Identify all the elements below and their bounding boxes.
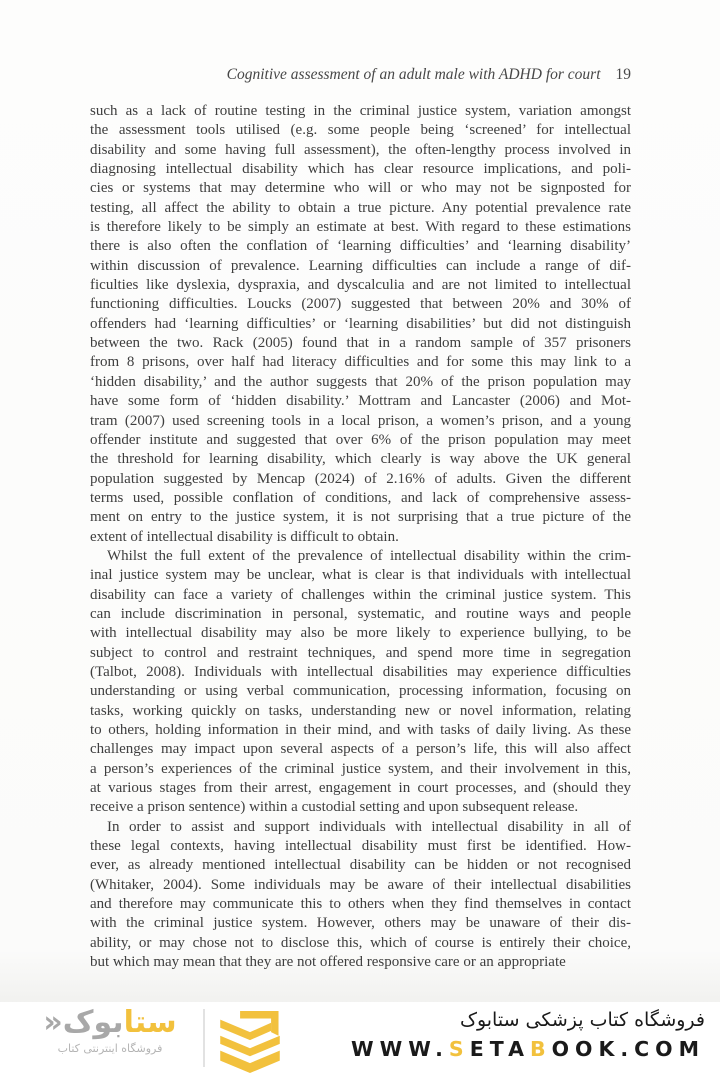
text-line: functioning difficulties. Loucks (2007) suggested that between 20% and 30% of [90,296,631,313]
wordmark-segment: « [43,1005,63,1040]
logo-tagline: فروشگاه اینترنتی کتاب [57,1041,163,1055]
text-line: offender institute and suggested that over 6% of the prison population may meet [90,431,631,448]
text-line: receive a prison sentence) within a custodial setting and upon subsequent release. [90,799,579,816]
text-line: between the two. Rack (2005) found that in a random sample of 357 prisoners [90,335,631,352]
text-line: with the criminal justice system. However, others may be unaware of their dis- [90,915,631,932]
site-url-segment: WWW. [350,1036,449,1061]
footer-watermark [0,1002,720,1080]
store-name: فروشگاه کتاب پزشکی ستابوک [459,1009,705,1031]
text-line: extent of intellectual disability is difficult to obtain. [90,528,399,545]
footer-divider [203,1009,205,1067]
text-line: ment on entry to the justice system, it is not surprising that a true picture of the [90,509,631,526]
site-url-segment: OOK.COM [551,1036,705,1061]
text-line: with intellectual disability may also be more likely to experience bullying, to be [90,625,631,642]
text-line: diagnosing intellectual disability which has clear resource implications, and poli- [90,161,631,178]
text-line: cies or systems that may determine who will or who may not be signposted for [90,180,631,197]
text-line: testing, all affect the ability to obtain a true picture. Any potential prevalence rate [90,199,631,216]
text-line: within discussion of prevalence. Learning difficulties can include a range of dif- [90,257,631,274]
text-line: disability and some having full assessment), the often-lengthy process involved in [90,141,631,158]
text-line: at various stages from their arrest, engagement in court processes, and (should they [90,780,631,797]
text-line: tasks, working quickly on tasks, understanding new or novel information, relating [90,702,631,719]
text-line: challenges may impact upon several aspects of a person’s life, this will also affect [90,741,631,758]
text-line: the assessment tools utilised (e.g. some people being ‘screened’ for intellectual [90,122,631,139]
text-line: inal justice system may be unclear, what is clear is that individuals with intellectual [90,567,631,584]
text-line: these legal contexts, having intellectual disability must first be identified. How- [90,838,631,855]
text-line: is therefore likely to be simply an estimate at best. With regard to these estimations [90,219,631,236]
text-line: (Whitaker, 2004). Some individuals may be aware of their intellectual disabilities [90,876,631,893]
text-line: Whilst the full extent of the prevalence of intellectual disability within the crim- [107,547,631,564]
text-line: subject to control and restraint techniques, and spend more time in segregation [90,644,631,661]
text-line: understanding or using verbal communication, processing information, focusing on [90,683,631,700]
body-text [90,102,631,972]
text-line: from 8 prisons, over half had literacy difficulties and for some this may link to a [90,354,631,371]
text-line: ‘hidden disability,’ and the author suggests that 20% of the prison population may [90,373,631,390]
text-line: have some form of ‘hidden disability.’ Mottram and Lancaster (2006) and Mot- [90,393,631,410]
text-line: In order to assist and support individuals with intellectual disability in all of [107,818,631,835]
chevron-logo-icon [214,1011,286,1073]
text-line: population suggested by Mencap (2024) of 2.16% of adults. Given the different [90,470,631,487]
text-line: ever, as already mentioned intellectual disability can be hidden or not recognised [90,857,631,874]
text-line: and therefore may communicate this to others when they find themselves in contact [90,896,631,913]
running-head-title: Cognitive assessment of an adult male with ADHD for court [226,66,601,83]
site-url-segment: ETA [469,1036,530,1061]
text-line: tram (2007) used screening tools in a local prison, a women’s prison, and a young [90,412,631,429]
text-line: can include discrimination in personal, systematic, and routine ways and people [90,605,631,622]
setabook-wordmark [24,1006,196,1041]
wordmark-segment: ستا [123,1005,177,1040]
text-line: ficulties like dyslexia, dyspraxia, and dyscalculia and are not limited to intellectual [90,277,631,294]
text-line: terms used, possible conflation of conditions, and lack of comprehensive assess- [90,489,631,506]
running-head [90,66,631,84]
wordmark-segment: بوک [62,1005,124,1040]
text-line: disability can face a variety of challenges within the criminal justice system. This [90,586,631,603]
text-line: there is also often the conflation of ‘learning difficulties’ and ‘learning disability’ [90,238,631,255]
text-line: a person’s experiences of the criminal justice system, and their involvement in this, [90,760,631,777]
text-line: (Talbot, 2008). Individuals with intellectual disabilities may experience difficulties [90,663,631,680]
text-line: ability, or may chose not to disclose this, which of course is entirely their choice, [90,934,631,951]
site-url [351,1036,705,1063]
publisher-logo [24,1006,196,1055]
site-url-segment: B [529,1036,552,1061]
page-number: 19 [615,66,631,83]
text-line: such as a lack of routine testing in the criminal justice system, variation amongst [90,103,631,119]
footer-right [351,1008,705,1062]
site-url-segment: S [448,1036,470,1061]
text-line: offenders had ‘learning difficulties’ or ‘learning disabilities’ but did not distinguish [90,315,631,332]
text-line: to others, holding information in their mind, and with tasks of daily living. As these [90,722,631,738]
text-line: the threshold for learning disability, which clearly is way above the UK general [90,451,631,468]
text-line: but which may mean that they are not offered responsive care or an appropriate [90,954,566,971]
